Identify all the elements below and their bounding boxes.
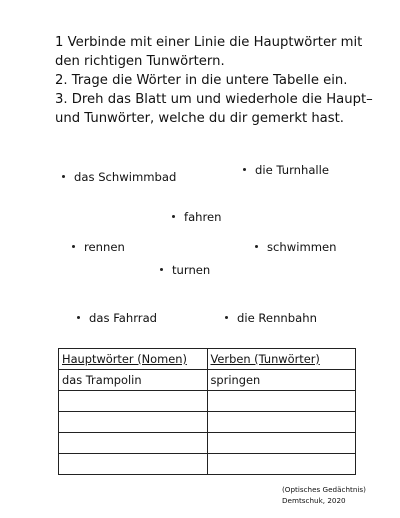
nomen-cell[interactable]: das Trampolin <box>59 370 208 391</box>
bullet-icon <box>77 316 80 319</box>
table-row <box>59 412 356 433</box>
word-label: fahren <box>184 210 222 224</box>
verb-cell[interactable] <box>207 391 356 412</box>
nomen-cell[interactable] <box>59 454 208 475</box>
verb-cell[interactable] <box>207 454 356 475</box>
credit-line-1: (Optisches Gedächtnis) <box>282 485 366 494</box>
header-verben: Verben (Tunwörter) <box>207 349 356 370</box>
word-label: rennen <box>84 240 125 254</box>
instruction-line-3: 2. Trage die Wörter in die untere Tabelle ein. <box>55 73 348 88</box>
word-fahren <box>172 210 222 224</box>
table-row <box>59 433 356 454</box>
instruction-line-5: und Tunwörter, welche du dir gemerkt hast. <box>55 111 344 126</box>
word-label: die Rennbahn <box>237 311 317 325</box>
bullet-icon <box>225 316 228 319</box>
bullet-icon <box>72 245 75 248</box>
bullet-icon <box>62 175 65 178</box>
word-die-turnhalle <box>243 163 329 177</box>
word-label: das Fahrrad <box>89 311 158 325</box>
nomen-cell[interactable] <box>59 412 208 433</box>
instruction-line-2: den richtigen Tunwörtern. <box>55 54 225 69</box>
word-die-rennbahn <box>225 311 317 325</box>
word-das-schwimmbad <box>62 170 176 184</box>
word-label: die Turnhalle <box>255 163 330 177</box>
verb-cell[interactable]: springen <box>207 370 356 391</box>
answer-table <box>58 348 356 475</box>
word-label: das Schwimmbad <box>74 170 177 184</box>
word-rennen <box>72 240 125 254</box>
word-das-fahrrad <box>77 311 157 325</box>
nomen-cell[interactable] <box>59 433 208 454</box>
table-row <box>59 391 356 412</box>
bullet-icon <box>243 168 246 171</box>
credit-line-2: Demtschuk, 2020 <box>282 496 346 505</box>
verb-cell[interactable] <box>207 433 356 454</box>
credit <box>282 484 366 506</box>
table-header-row <box>59 349 356 370</box>
bullet-icon <box>255 245 258 248</box>
nomen-cell[interactable] <box>59 391 208 412</box>
verb-cell[interactable] <box>207 412 356 433</box>
table-row <box>59 454 356 475</box>
header-nomen: Hauptwörter (Nomen) <box>59 349 208 370</box>
word-schwimmen <box>255 240 337 254</box>
bullet-icon <box>172 215 175 218</box>
table-row <box>59 370 356 391</box>
bullet-icon <box>160 268 163 271</box>
instruction-line-4: 3. Dreh das Blatt um und wiederhole die Haupt– <box>55 92 373 107</box>
word-label: schwimmen <box>267 240 337 254</box>
instruction-line-1: 1 Verbinde mit einer Linie die Hauptwörter mit <box>55 35 363 50</box>
instructions <box>55 33 385 128</box>
word-turnen <box>160 263 210 277</box>
word-label: turnen <box>172 263 211 277</box>
